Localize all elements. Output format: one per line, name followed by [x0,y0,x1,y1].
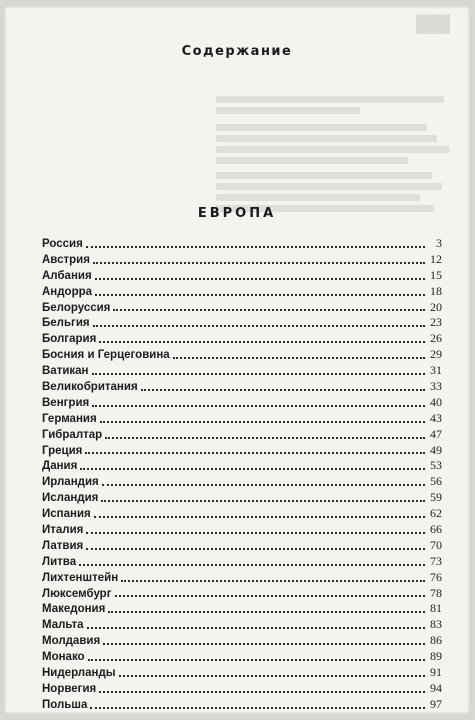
toc-entry [42,395,442,411]
dot-leader [102,483,425,486]
bleed-through-text [216,92,456,216]
toc-entry [42,697,442,713]
toc-entry [42,506,442,522]
dot-leader [95,293,425,296]
toc-entry-name: Норвегия [42,682,97,695]
toc-entry-page: 47 [430,426,442,441]
toc-entry-page: 94 [430,680,442,695]
toc-entry [42,331,442,347]
toc-entry-name: Андорра [42,285,93,298]
toc-entry-page: 97 [430,696,442,711]
table-of-contents [42,236,442,713]
toc-entry-page: 15 [430,267,442,282]
dot-leader [95,277,425,280]
toc-entry-name: Исландия [42,492,99,505]
toc-entry-page: 70 [430,537,442,552]
toc-entry [42,236,442,252]
toc-entry [42,252,442,268]
toc-entry [42,363,442,379]
toc-entry [42,554,442,570]
toc-entry [42,570,442,586]
dot-leader [115,594,426,597]
toc-entry-page: 20 [430,299,442,314]
toc-entry [42,617,442,633]
toc-entry-name: Босния и Герцеговина [42,349,170,362]
toc-entry [42,681,442,697]
toc-entry [42,586,442,602]
toc-entry [42,379,442,395]
toc-entry [42,411,442,427]
toc-entry [42,474,442,490]
toc-entry-name: Бельгия [42,317,90,330]
dot-leader [141,388,425,391]
toc-entry [42,347,442,363]
toc-entry-page: 29 [430,347,442,362]
dot-leader [113,308,425,311]
toc-entry-name: Албания [42,269,92,282]
toc-entry-name: Польша [42,698,88,711]
toc-entry [42,458,442,474]
toc-entry-page: 73 [430,553,442,568]
dot-leader [86,547,425,550]
toc-entry-name: Россия [42,238,83,250]
toc-entry-name: Австрия [42,253,90,266]
toc-entry-name: Латвия [42,539,84,552]
toc-entry-name: Македония [42,603,106,616]
dot-leader [103,642,425,645]
toc-entry-name: Белоруссия [42,301,111,314]
bleed-through-page-number: ███ [416,16,451,33]
page-title: Содержание [181,44,293,59]
toc-entry-page: 91 [430,665,442,680]
toc-entry-page: 40 [430,394,442,409]
toc-entry-page: 76 [430,569,442,584]
dot-leader [80,467,425,470]
dot-leader [92,404,425,407]
toc-entry-name: Лихтенштейн [42,571,119,584]
dot-leader [99,340,425,343]
dot-leader [85,451,425,454]
toc-entry-name: Люксембург [42,587,112,600]
dot-leader [108,610,425,613]
toc-entry-name: Гибралтар [42,428,103,441]
toc-entry-name: Великобритания [42,381,138,394]
toc-entry-name: Ирландия [42,476,99,489]
toc-entry-name: Литва [42,555,77,568]
toc-entry-page: 33 [430,379,442,394]
dot-leader [119,674,425,677]
toc-entry [42,601,442,617]
toc-entry-name: Венгрия [42,396,90,409]
toc-entry-page: 83 [430,617,442,632]
toc-entry-name: Греция [42,444,83,457]
toc-entry-page: 62 [430,506,442,521]
toc-entry [42,443,442,459]
dot-leader [105,436,425,439]
dot-leader [88,658,425,661]
toc-entry-name: Болгария [42,333,97,346]
toc-entry-page: 53 [430,458,442,473]
dot-leader [99,690,425,693]
section-heading: ЕВРОПА [197,206,277,221]
dot-leader [173,356,425,359]
dot-leader [94,515,425,518]
dot-leader [86,531,425,534]
dot-leader [87,626,425,629]
toc-entry [42,490,442,506]
toc-entry-page: 81 [430,601,442,616]
dot-leader [100,420,425,423]
dot-leader [90,706,425,709]
toc-entry-page: 66 [430,522,442,537]
toc-entry [42,633,442,649]
toc-entry-page: 59 [430,490,442,505]
toc-entry [42,649,442,665]
toc-entry-page: 89 [430,649,442,664]
toc-entry-name: Монако [42,651,85,664]
dot-leader [86,245,425,248]
toc-entry [42,522,442,538]
toc-entry-name: Италия [42,524,84,537]
toc-entry [42,284,442,300]
toc-entry-page: 18 [430,283,442,298]
toc-entry-page: 56 [430,474,442,489]
dot-leader [93,261,425,264]
toc-entry-name: Дания [42,460,78,473]
toc-entry-name: Испания [42,508,91,521]
toc-entry-page: 26 [430,331,442,346]
toc-entry-name: Ватикан [42,365,89,378]
dot-leader [93,324,425,327]
toc-entry-page: 78 [430,585,442,600]
dot-leader [101,499,425,502]
book-page [4,6,470,714]
toc-entry [42,427,442,443]
toc-entry-name: Мальта [42,619,84,632]
toc-entry [42,300,442,316]
toc-entry-page: 12 [430,251,442,266]
toc-entry [42,538,442,554]
toc-entry [42,268,442,284]
dot-leader [92,372,426,375]
toc-entry-name: Германия [42,412,97,425]
dot-leader [79,563,425,566]
toc-entry-page: 31 [430,363,442,378]
toc-entry-page: 3 [436,236,442,250]
dot-leader [121,579,425,582]
toc-entry-name: Молдавия [42,635,101,648]
toc-entry-page: 49 [430,442,442,457]
toc-entry [42,665,442,681]
toc-entry [42,315,442,331]
toc-entry-page: 86 [430,633,442,648]
toc-entry-name: Нидерланды [42,667,116,680]
toc-entry-page: 43 [430,410,442,425]
toc-entry-page: 23 [430,315,442,330]
